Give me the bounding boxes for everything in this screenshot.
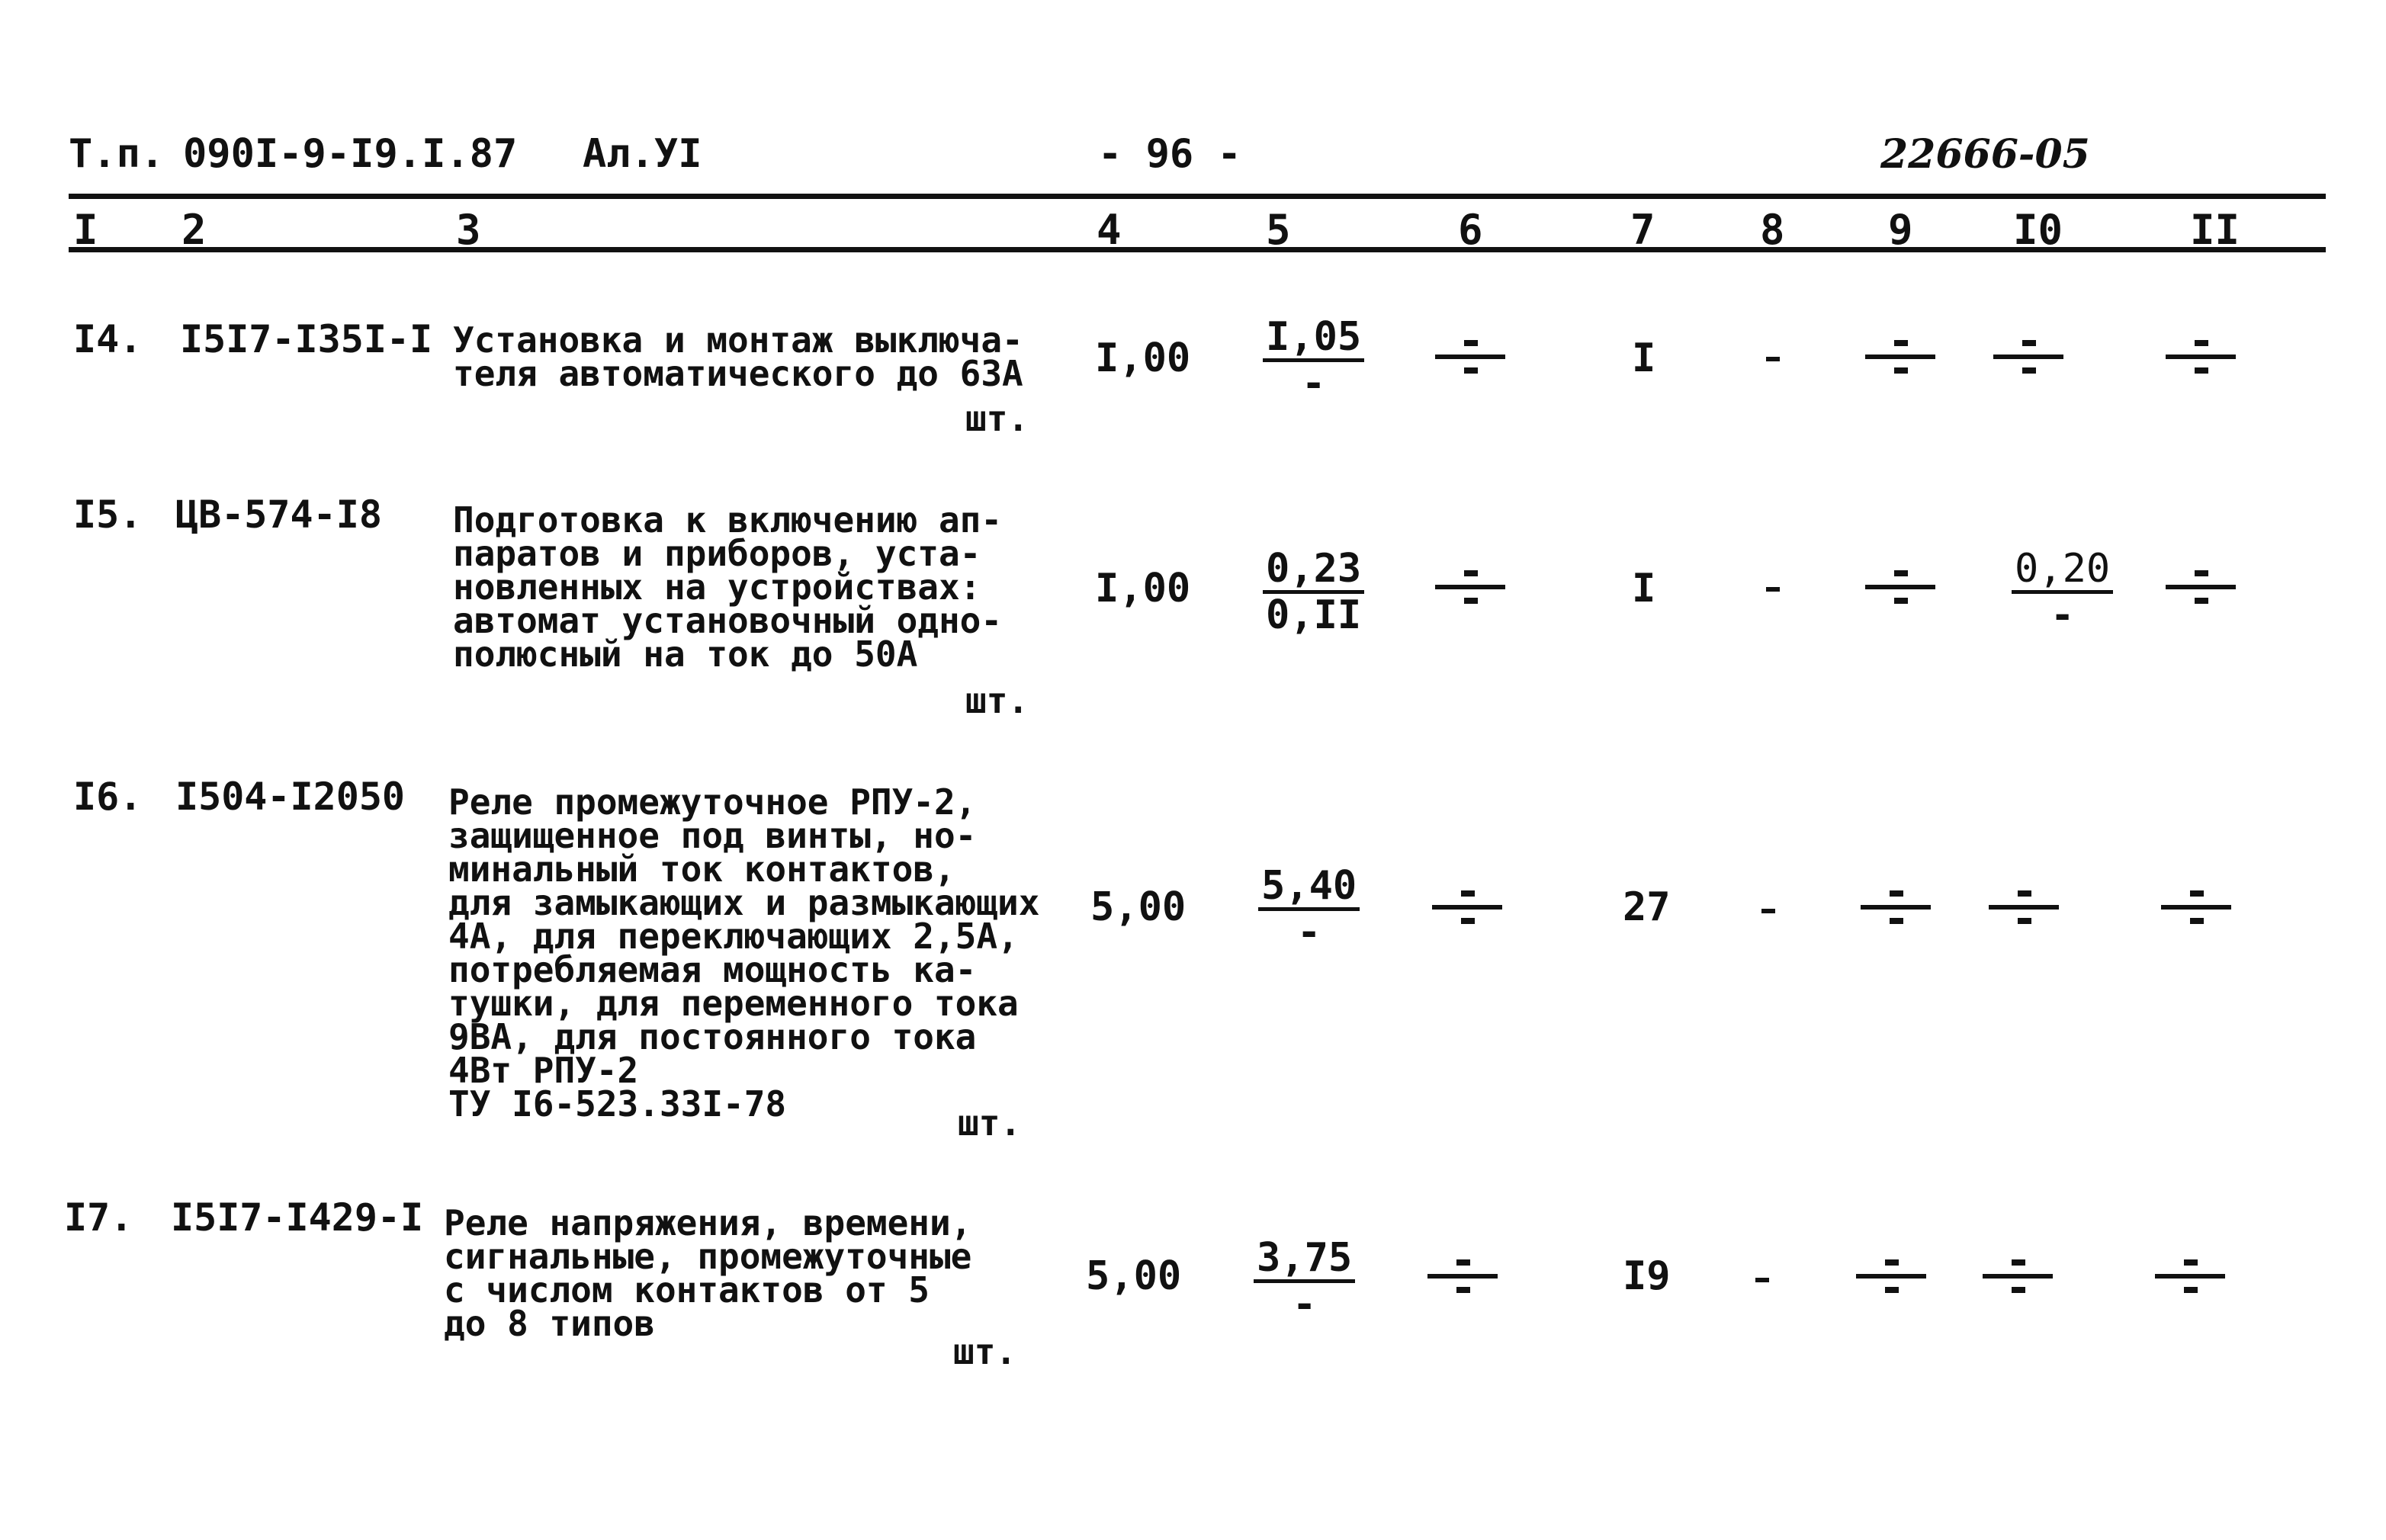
column-7-value: I — [1632, 335, 1656, 381]
unit-label: шт. — [965, 398, 1029, 439]
division-sign-icon — [1993, 340, 2063, 374]
page-number: - 96 - — [1098, 131, 1241, 177]
rate-code: I5I7-I429-I — [171, 1195, 424, 1240]
column-7-value: 27 — [1623, 884, 1671, 930]
header-prefix: Т.п. — [69, 131, 165, 177]
rate-code: ЦВ-574-I8 — [175, 492, 382, 537]
quantity: I,00 — [1095, 335, 1191, 381]
project-number: 090I-9-I9.I.87 — [183, 131, 518, 177]
column-5-bottom-value: 0,II — [1266, 592, 1362, 638]
quantity: 5,00 — [1090, 884, 1187, 930]
column-5-fraction — [1254, 1237, 1355, 1326]
quantity: I,00 — [1095, 566, 1191, 611]
column-number-1: I — [73, 206, 98, 254]
row-number: I5. — [73, 492, 143, 537]
column-number-6: 6 — [1458, 206, 1483, 254]
column-5-fraction — [1263, 547, 1364, 637]
column-number-4: 4 — [1097, 206, 1122, 254]
division-sign-icon — [1435, 570, 1505, 604]
album-number: Ал.УI — [583, 131, 702, 177]
column-5-fraction — [1258, 865, 1360, 954]
division-sign-icon — [2161, 890, 2231, 924]
division-sign-icon — [1435, 340, 1505, 374]
header-bottom-rule — [69, 247, 2326, 252]
column-5-top-value: I,05 — [1263, 316, 1364, 362]
column-number-8: 8 — [1760, 206, 1785, 254]
division-sign-icon — [1856, 1259, 1926, 1293]
division-sign-icon — [1432, 890, 1502, 924]
division-sign-icon — [2166, 570, 2236, 604]
unit-label: шт. — [953, 1331, 1017, 1372]
column-7-value: I — [1632, 566, 1656, 611]
document-number: 22666-05 — [1880, 131, 2090, 178]
column-10-bottom-value: - — [2050, 592, 2075, 638]
rate-code: I504-I2050 — [175, 775, 406, 819]
column-number-11: II — [2190, 206, 2240, 254]
column-5-top-value: 0,23 — [1263, 547, 1364, 594]
division-sign-icon — [2155, 1259, 2225, 1293]
row-number: I6. — [73, 775, 143, 819]
unit-label: шт. — [958, 1102, 1022, 1144]
column-number-10: I0 — [2013, 206, 2063, 254]
rate-code: I5I7-I35I-I — [180, 317, 433, 361]
work-description: Установка и монтаж выключа- теля автоматического до 63А — [453, 319, 1023, 394]
column-8-dash — [1761, 909, 1775, 913]
division-sign-icon — [1989, 890, 2059, 924]
column-5-top-value: 5,40 — [1258, 865, 1360, 911]
column-number-3: 3 — [456, 206, 481, 254]
column-5-bottom-value: - — [1292, 1282, 1317, 1327]
column-5-bottom-value: - — [1301, 361, 1326, 406]
division-sign-icon — [1427, 1259, 1498, 1293]
work-description: Реле промежуточное РПУ-2, защищенное под винты, но- минальный ток контактов, для замыкающих и размыкающих 4А, для переключающих 2,5А, потребляемая мощность ка- тушки, для переменного тока 9ВА, для постоянного тока 4Вт РПУ-2 ТУ I6-523.33I-78 — [448, 781, 1040, 1125]
row-number: I7. — [64, 1195, 133, 1240]
column-8-dash — [1766, 357, 1780, 361]
header-top-rule — [69, 194, 2326, 199]
column-number-5: 5 — [1266, 206, 1291, 254]
column-10-fraction — [2012, 547, 2113, 637]
work-description: Подготовка к включению ап- паратов и приборов, уста- новленных на устройствах: автомат установочный одно- полюсный на ток до 50А — [453, 499, 1003, 675]
column-10-top-value: 0,20 — [2012, 547, 2113, 594]
division-sign-icon — [1983, 1259, 2053, 1293]
column-5-fraction — [1263, 316, 1364, 405]
division-sign-icon — [2166, 340, 2236, 374]
quantity: 5,00 — [1086, 1253, 1182, 1299]
work-description: Реле напряжения, времени, сигнальные, промежуточные с числом контактов от 5 до 8 типов — [444, 1202, 972, 1344]
column-8-dash — [1766, 587, 1780, 592]
column-5-top-value: 3,75 — [1254, 1237, 1355, 1283]
column-5-bottom-value: - — [1296, 910, 1321, 955]
column-8-dash — [1755, 1278, 1769, 1282]
column-number-7: 7 — [1630, 206, 1655, 254]
column-number-2: 2 — [181, 206, 207, 254]
column-number-9: 9 — [1888, 206, 1913, 254]
division-sign-icon — [1861, 890, 1931, 924]
division-sign-icon — [1865, 570, 1935, 604]
column-7-value: I9 — [1623, 1253, 1671, 1299]
unit-label: шт. — [965, 680, 1029, 721]
row-number: I4. — [73, 317, 143, 361]
division-sign-icon — [1865, 340, 1935, 374]
